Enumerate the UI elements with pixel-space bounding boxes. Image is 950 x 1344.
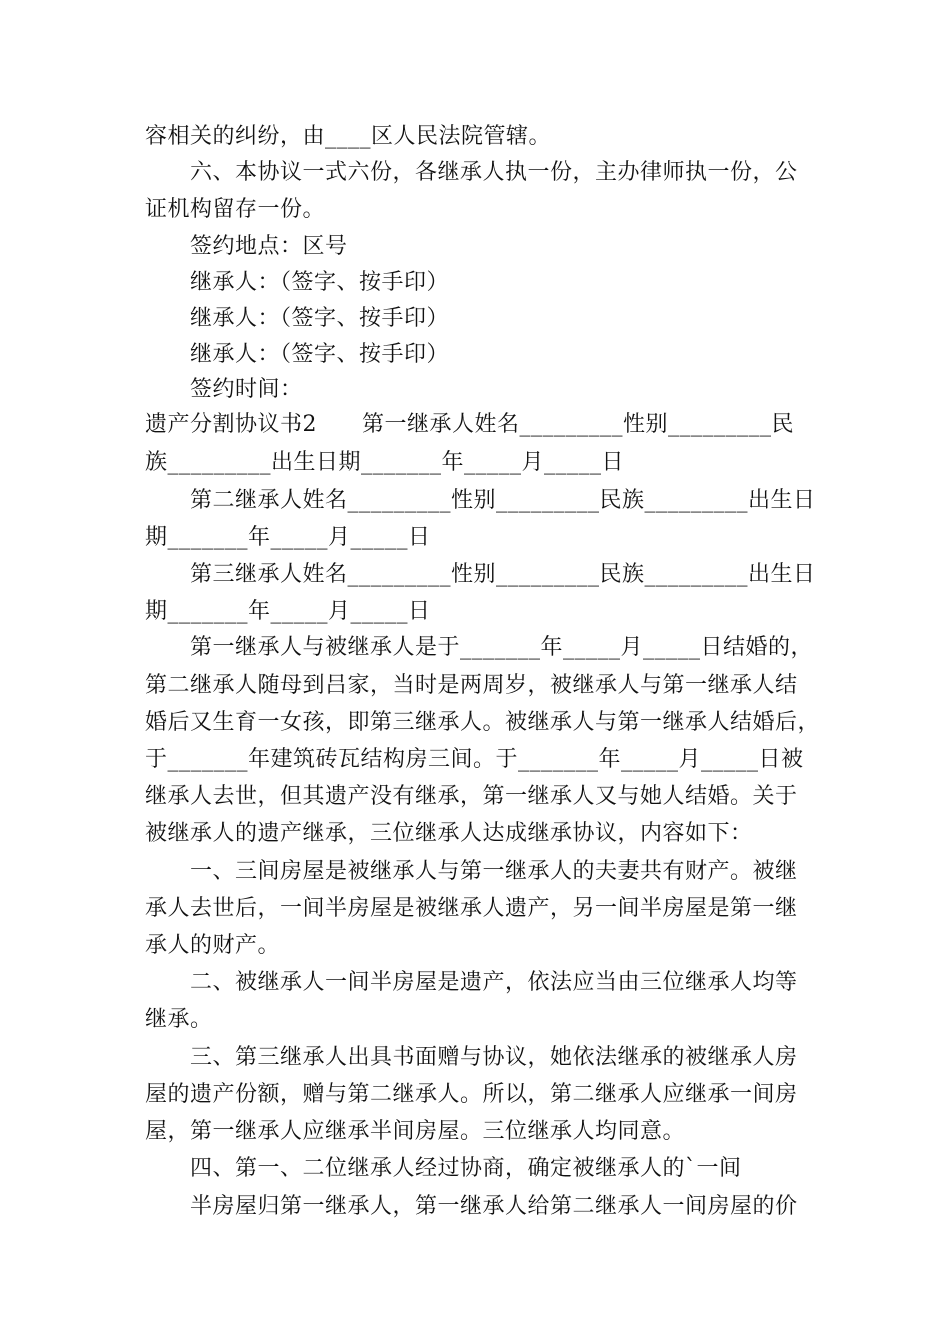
text-line: 继承人去世，但其遗产没有继承，第一继承人又与她人结婚。关于 [145, 784, 798, 809]
text-line: 二、被继承人一间半房屋是遗产，依法应当由三位继承人均等 [190, 970, 798, 995]
text-line: 被继承人的遗产继承，三位继承人达成继承协议，内容如下： [145, 821, 753, 846]
text-line: 三、第三继承人出具书面赠与协议，她依法继承的被继承人房 [190, 1045, 798, 1070]
text-line: 第三继承人姓名_________性别_________民族_________出生日 [190, 562, 816, 587]
text-line: 继承人：（签字、按手印） [190, 342, 450, 367]
text-line: 承人的财产。 [145, 933, 281, 958]
text-line: 第一继承人与被继承人是于_______年_____月_____日结婚的， [190, 635, 814, 660]
text-line: 屋的遗产份额，赠与第二继承人。所以，第二继承人应继承一间房 [145, 1082, 798, 1107]
text-line: 继承。 [145, 1007, 213, 1032]
text-line: 期_______年_____月_____日 [145, 599, 431, 624]
text-line: 屋，第一继承人应继承半间房屋。三位继承人均同意。 [145, 1119, 686, 1144]
text-line: 继承人：（签字、按手印） [190, 306, 450, 331]
text-line: 第二继承人随母到吕家，当时是两周岁，被继承人与第一继承人结 [145, 673, 798, 698]
text-line: 婚后又生育一女孩，即第三继承人。被继承人与第一继承人结婚后， [145, 710, 821, 735]
text-line: 族_________出生日期_______年_____月_____日 [145, 450, 625, 475]
text-line: 遗产分割协议书2 第一继承人姓名_________性别_________民 [145, 412, 794, 437]
text-line: 证机构留存一份。 [145, 197, 326, 222]
text-line: 签约时间： [190, 377, 303, 402]
text-line: 一、三间房屋是被继承人与第一继承人的夫妻共有财产。被继 [190, 859, 798, 884]
text-line: 半房屋归第一继承人，第一继承人给第二继承人一间房屋的价 [190, 1194, 798, 1219]
text-line: 签约地点：区号 [190, 234, 348, 259]
text-line: 继承人：（签字、按手印） [190, 270, 450, 295]
text-line: 承人去世后，一间半房屋是被继承人遗产，另一间半房屋是第一继 [145, 896, 798, 921]
text-line: 六、本协议一式六份，各继承人执一份，主办律师执一份，公 [190, 160, 798, 185]
text-line: 第二继承人姓名_________性别_________民族_________出生日 [190, 488, 816, 513]
text-line: 于_______年建筑砖瓦结构房三间。于_______年_____月_____日被 [145, 747, 804, 772]
text-line: 容相关的纠纷，由____区人民法院管辖。 [145, 124, 552, 149]
text-line: 四、第一、二位继承人经过协商，确定被继承人的`一间 [190, 1156, 742, 1181]
text-line: 期_______年_____月_____日 [145, 525, 431, 550]
